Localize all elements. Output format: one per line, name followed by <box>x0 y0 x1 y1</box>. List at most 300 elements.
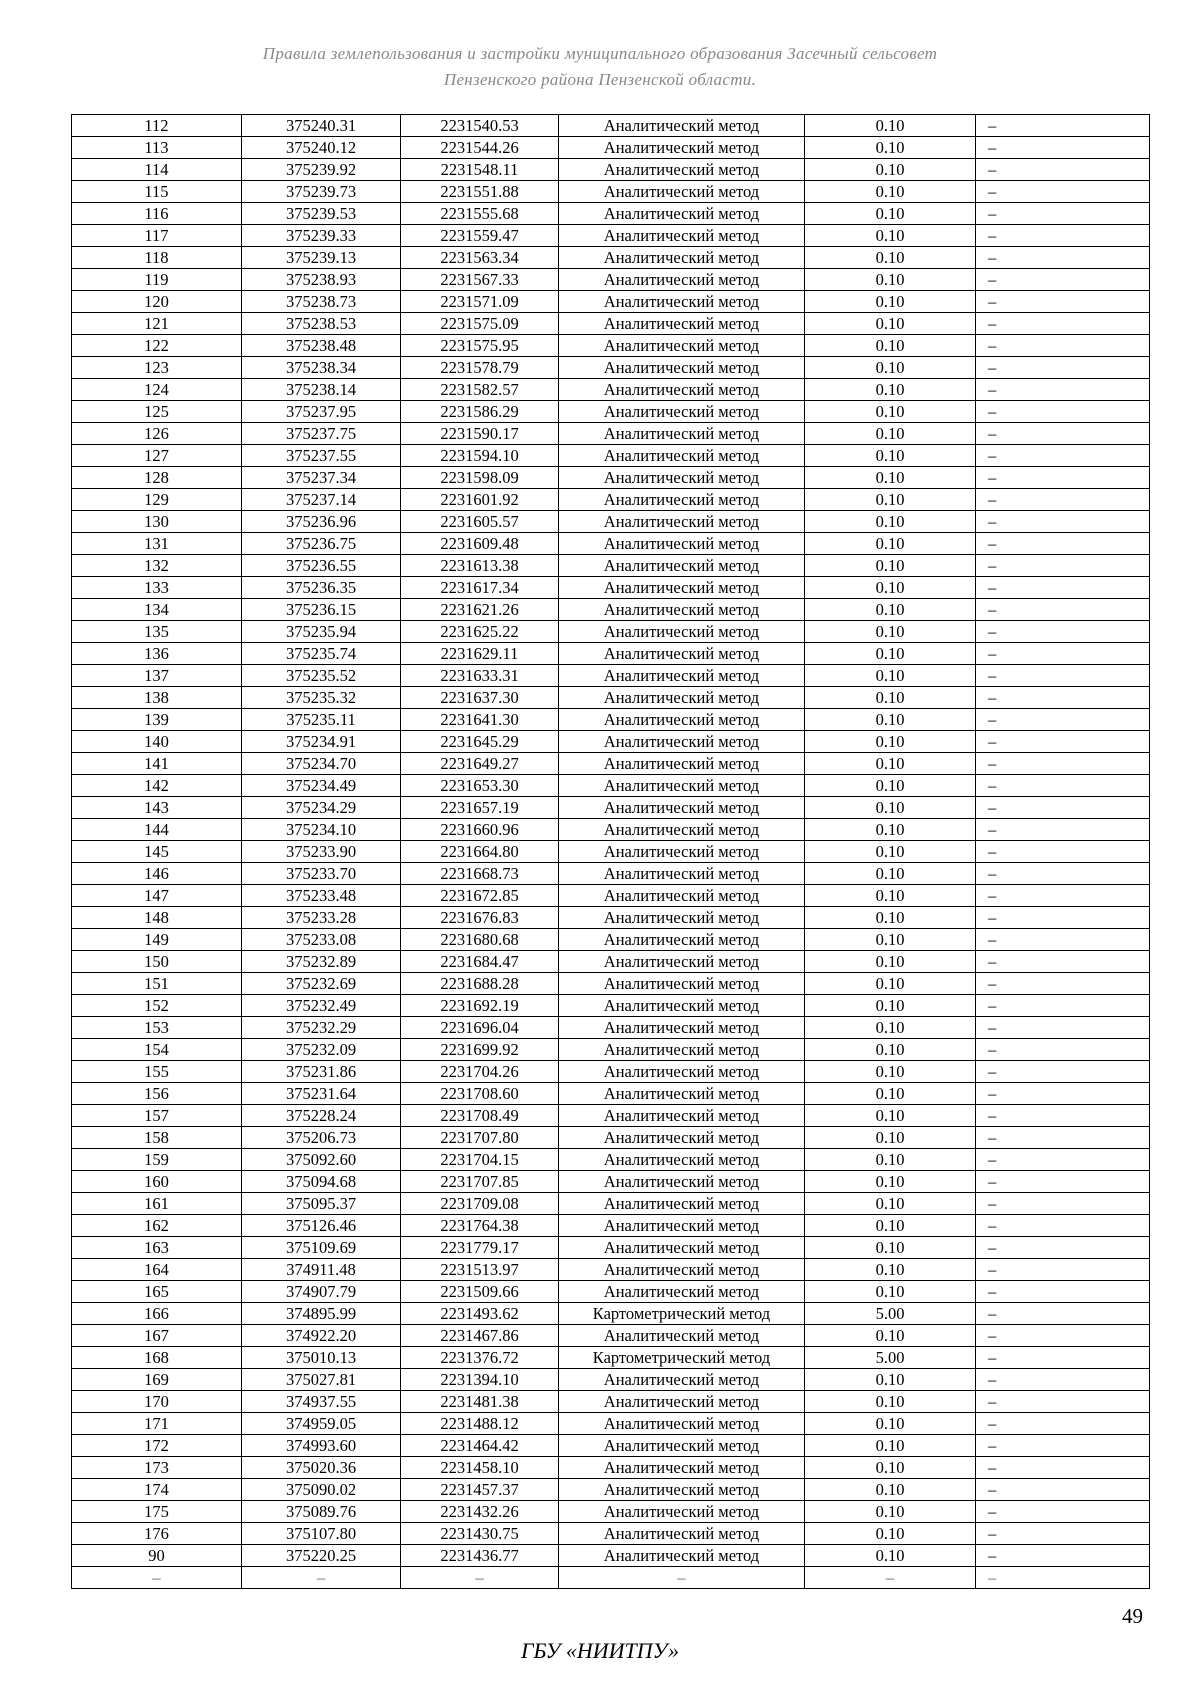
x-coordinate-cell: 375239.13 <box>242 247 401 269</box>
table-row <box>72 1237 1150 1259</box>
x-coordinate-cell: 375010.13 <box>242 1347 401 1369</box>
point-number-cell: 130 <box>72 511 242 533</box>
method-cell: Аналитический метод <box>559 159 805 181</box>
method-cell: Аналитический метод <box>559 1545 805 1567</box>
accuracy-cell: 5.00 <box>805 1347 976 1369</box>
x-coordinate-cell: 375231.64 <box>242 1083 401 1105</box>
x-coordinate-cell: 375235.32 <box>242 687 401 709</box>
point-number-cell: 114 <box>72 159 242 181</box>
table-row <box>72 995 1150 1017</box>
x-coordinate-cell: 375233.90 <box>242 841 401 863</box>
accuracy-cell: 0.10 <box>805 1435 976 1457</box>
y-coordinate-cell: 2231605.57 <box>401 511 559 533</box>
x-coordinate-cell: 374937.55 <box>242 1391 401 1413</box>
x-coordinate-cell: 375236.55 <box>242 555 401 577</box>
note-cell: – <box>976 1039 1150 1061</box>
x-coordinate-cell: 375239.33 <box>242 225 401 247</box>
x-coordinate-cell: 375233.08 <box>242 929 401 951</box>
x-coordinate-cell: 375237.75 <box>242 423 401 445</box>
table-row <box>72 181 1150 203</box>
y-coordinate-cell: 2231660.96 <box>401 819 559 841</box>
method-cell: Аналитический метод <box>559 885 805 907</box>
table-row <box>72 489 1150 511</box>
x-coordinate-cell: 375240.12 <box>242 137 401 159</box>
point-number-cell: 146 <box>72 863 242 885</box>
point-number-cell: 135 <box>72 621 242 643</box>
x-coordinate-cell: 375236.96 <box>242 511 401 533</box>
table-row <box>72 1171 1150 1193</box>
note-cell: – <box>976 1061 1150 1083</box>
note-cell: – <box>976 1171 1150 1193</box>
x-coordinate-cell: 375236.15 <box>242 599 401 621</box>
point-number-cell: 171 <box>72 1413 242 1435</box>
point-number-cell: 128 <box>72 467 242 489</box>
method-cell: Аналитический метод <box>559 1479 805 1501</box>
method-cell: Аналитический метод <box>559 1171 805 1193</box>
method-cell: Аналитический метод <box>559 1413 805 1435</box>
x-coordinate-cell: 375232.09 <box>242 1039 401 1061</box>
y-coordinate-cell: 2231704.15 <box>401 1149 559 1171</box>
table-row <box>72 687 1150 709</box>
y-coordinate-cell: 2231481.38 <box>401 1391 559 1413</box>
y-coordinate-cell: 2231467.86 <box>401 1325 559 1347</box>
table-row <box>72 731 1150 753</box>
table-row <box>72 1457 1150 1479</box>
method-cell: Аналитический метод <box>559 973 805 995</box>
note-cell: – <box>976 1413 1150 1435</box>
note-cell: – <box>976 577 1150 599</box>
note-cell: – <box>976 203 1150 225</box>
point-number-cell: 176 <box>72 1523 242 1545</box>
method-cell: Аналитический метод <box>559 819 805 841</box>
accuracy-cell: 0.10 <box>805 577 976 599</box>
point-number-cell: – <box>72 1567 242 1589</box>
point-number-cell: 158 <box>72 1127 242 1149</box>
x-coordinate-cell: 375238.14 <box>242 379 401 401</box>
accuracy-cell: 0.10 <box>805 445 976 467</box>
method-cell: Картометрический метод <box>559 1347 805 1369</box>
method-cell: Аналитический метод <box>559 1435 805 1457</box>
method-cell: Аналитический метод <box>559 929 805 951</box>
y-coordinate-cell: 2231708.60 <box>401 1083 559 1105</box>
accuracy-cell: 0.10 <box>805 973 976 995</box>
method-cell: Аналитический метод <box>559 335 805 357</box>
accuracy-cell: 0.10 <box>805 951 976 973</box>
point-number-cell: 159 <box>72 1149 242 1171</box>
point-number-cell: 152 <box>72 995 242 1017</box>
accuracy-cell: 0.10 <box>805 819 976 841</box>
point-number-cell: 132 <box>72 555 242 577</box>
method-cell: Аналитический метод <box>559 1193 805 1215</box>
accuracy-cell: – <box>805 1567 976 1589</box>
y-coordinate-cell: 2231680.68 <box>401 929 559 951</box>
accuracy-cell: 0.10 <box>805 665 976 687</box>
y-coordinate-cell: 2231555.68 <box>401 203 559 225</box>
y-coordinate-cell: 2231458.10 <box>401 1457 559 1479</box>
note-cell: – <box>976 1325 1150 1347</box>
table-row <box>72 1325 1150 1347</box>
accuracy-cell: 0.10 <box>805 1105 976 1127</box>
point-number-cell: 172 <box>72 1435 242 1457</box>
note-cell: – <box>976 489 1150 511</box>
y-coordinate-cell: 2231613.38 <box>401 555 559 577</box>
method-cell: Аналитический метод <box>559 357 805 379</box>
y-coordinate-cell: 2231430.75 <box>401 1523 559 1545</box>
table-row <box>72 467 1150 489</box>
accuracy-cell: 0.10 <box>805 621 976 643</box>
note-cell: – <box>976 445 1150 467</box>
x-coordinate-cell: 375090.02 <box>242 1479 401 1501</box>
method-cell: Аналитический метод <box>559 423 805 445</box>
y-coordinate-cell: 2231394.10 <box>401 1369 559 1391</box>
table-row <box>72 555 1150 577</box>
accuracy-cell: 0.10 <box>805 753 976 775</box>
method-cell: Аналитический метод <box>559 599 805 621</box>
method-cell: Аналитический метод <box>559 1281 805 1303</box>
method-cell: Аналитический метод <box>559 313 805 335</box>
x-coordinate-cell: 375109.69 <box>242 1237 401 1259</box>
method-cell: Аналитический метод <box>559 1149 805 1171</box>
point-number-cell: 154 <box>72 1039 242 1061</box>
y-coordinate-cell: 2231575.09 <box>401 313 559 335</box>
point-number-cell: 140 <box>72 731 242 753</box>
x-coordinate-cell: 374993.60 <box>242 1435 401 1457</box>
point-number-cell: 134 <box>72 599 242 621</box>
accuracy-cell: 0.10 <box>805 533 976 555</box>
accuracy-cell: 0.10 <box>805 203 976 225</box>
table-row <box>72 1303 1150 1325</box>
note-cell: – <box>976 115 1150 137</box>
note-cell: – <box>976 1545 1150 1567</box>
point-number-cell: 165 <box>72 1281 242 1303</box>
x-coordinate-cell: 375239.73 <box>242 181 401 203</box>
x-coordinate-cell: 375238.73 <box>242 291 401 313</box>
table-row <box>72 1523 1150 1545</box>
point-number-cell: 151 <box>72 973 242 995</box>
point-number-cell: 153 <box>72 1017 242 1039</box>
y-coordinate-cell: 2231609.48 <box>401 533 559 555</box>
table-row <box>72 269 1150 291</box>
note-cell: – <box>976 225 1150 247</box>
accuracy-cell: 0.10 <box>805 1457 976 1479</box>
method-cell: Аналитический метод <box>559 1127 805 1149</box>
point-number-cell: 136 <box>72 643 242 665</box>
x-coordinate-cell: 375233.70 <box>242 863 401 885</box>
point-number-cell: 173 <box>72 1457 242 1479</box>
note-cell: – <box>976 841 1150 863</box>
point-number-cell: 147 <box>72 885 242 907</box>
x-coordinate-cell: 375237.55 <box>242 445 401 467</box>
table-row <box>72 511 1150 533</box>
point-number-cell: 123 <box>72 357 242 379</box>
point-number-cell: 121 <box>72 313 242 335</box>
accuracy-cell: 0.10 <box>805 247 976 269</box>
x-coordinate-cell: 375231.86 <box>242 1061 401 1083</box>
x-coordinate-cell: 375220.25 <box>242 1545 401 1567</box>
y-coordinate-cell: – <box>401 1567 559 1589</box>
table-row <box>72 1083 1150 1105</box>
x-coordinate-cell: 375238.48 <box>242 335 401 357</box>
x-coordinate-cell: – <box>242 1567 401 1589</box>
y-coordinate-cell: 2231551.88 <box>401 181 559 203</box>
method-cell: Аналитический метод <box>559 1523 805 1545</box>
table-row <box>72 621 1150 643</box>
y-coordinate-cell: 2231488.12 <box>401 1413 559 1435</box>
note-cell: – <box>976 1259 1150 1281</box>
accuracy-cell: 0.10 <box>805 313 976 335</box>
running-header-line-1: Правила землепользования и застройки муниципального образования Засечный сельсовет <box>262 44 938 63</box>
note-cell: – <box>976 1149 1150 1171</box>
x-coordinate-cell: 375238.53 <box>242 313 401 335</box>
x-coordinate-cell: 375232.69 <box>242 973 401 995</box>
y-coordinate-cell: 2231540.53 <box>401 115 559 137</box>
accuracy-cell: 0.10 <box>805 995 976 1017</box>
y-coordinate-cell: 2231578.79 <box>401 357 559 379</box>
y-coordinate-cell: 2231708.49 <box>401 1105 559 1127</box>
note-cell: – <box>976 1237 1150 1259</box>
table-row <box>72 159 1150 181</box>
point-number-cell: 127 <box>72 445 242 467</box>
method-cell: Аналитический метод <box>559 863 805 885</box>
accuracy-cell: 0.10 <box>805 709 976 731</box>
y-coordinate-cell: 2231548.11 <box>401 159 559 181</box>
running-header-line-2: Пензенского района Пензенской области. <box>443 70 757 89</box>
accuracy-cell: 0.10 <box>805 137 976 159</box>
y-coordinate-cell: 2231571.09 <box>401 291 559 313</box>
method-cell: – <box>559 1567 805 1589</box>
accuracy-cell: 0.10 <box>805 489 976 511</box>
x-coordinate-cell: 375235.11 <box>242 709 401 731</box>
method-cell: Аналитический метод <box>559 753 805 775</box>
accuracy-cell: 0.10 <box>805 1039 976 1061</box>
y-coordinate-cell: 2231653.30 <box>401 775 559 797</box>
method-cell: Аналитический метод <box>559 1501 805 1523</box>
x-coordinate-cell: 375232.29 <box>242 1017 401 1039</box>
point-number-cell: 148 <box>72 907 242 929</box>
point-number-cell: 113 <box>72 137 242 159</box>
method-cell: Аналитический метод <box>559 1259 805 1281</box>
point-number-cell: 157 <box>72 1105 242 1127</box>
x-coordinate-cell: 375233.48 <box>242 885 401 907</box>
accuracy-cell: 0.10 <box>805 1501 976 1523</box>
table-row <box>72 1567 1150 1589</box>
method-cell: Аналитический метод <box>559 665 805 687</box>
accuracy-cell: 0.10 <box>805 159 976 181</box>
table-row <box>72 115 1150 137</box>
accuracy-cell: 0.10 <box>805 1391 976 1413</box>
note-cell: – <box>976 313 1150 335</box>
method-cell: Аналитический метод <box>559 1061 805 1083</box>
method-cell: Аналитический метод <box>559 643 805 665</box>
method-cell: Аналитический метод <box>559 797 805 819</box>
y-coordinate-cell: 2231641.30 <box>401 709 559 731</box>
method-cell: Аналитический метод <box>559 1105 805 1127</box>
method-cell: Аналитический метод <box>559 775 805 797</box>
note-cell: – <box>976 621 1150 643</box>
point-number-cell: 120 <box>72 291 242 313</box>
method-cell: Аналитический метод <box>559 1017 805 1039</box>
point-number-cell: 118 <box>72 247 242 269</box>
table-row <box>72 665 1150 687</box>
accuracy-cell: 0.10 <box>805 379 976 401</box>
table-row <box>72 599 1150 621</box>
point-number-cell: 126 <box>72 423 242 445</box>
note-cell: – <box>976 1083 1150 1105</box>
table-row <box>72 709 1150 731</box>
accuracy-cell: 0.10 <box>805 401 976 423</box>
point-number-cell: 117 <box>72 225 242 247</box>
note-cell: – <box>976 819 1150 841</box>
accuracy-cell: 0.10 <box>805 929 976 951</box>
y-coordinate-cell: 2231676.83 <box>401 907 559 929</box>
note-cell: – <box>976 929 1150 951</box>
x-coordinate-cell: 375232.89 <box>242 951 401 973</box>
table-row <box>72 313 1150 335</box>
method-cell: Аналитический метод <box>559 181 805 203</box>
note-cell: – <box>976 1281 1150 1303</box>
note-cell: – <box>976 357 1150 379</box>
table-row <box>72 291 1150 313</box>
y-coordinate-cell: 2231436.77 <box>401 1545 559 1567</box>
accuracy-cell: 0.10 <box>805 1017 976 1039</box>
method-cell: Аналитический метод <box>559 115 805 137</box>
point-number-cell: 162 <box>72 1215 242 1237</box>
accuracy-cell: 0.10 <box>805 1149 976 1171</box>
method-cell: Аналитический метод <box>559 533 805 555</box>
point-number-cell: 167 <box>72 1325 242 1347</box>
method-cell: Аналитический метод <box>559 709 805 731</box>
y-coordinate-cell: 2231601.92 <box>401 489 559 511</box>
method-cell: Аналитический метод <box>559 1237 805 1259</box>
x-coordinate-cell: 375095.37 <box>242 1193 401 1215</box>
point-number-cell: 133 <box>72 577 242 599</box>
method-cell: Аналитический метод <box>559 225 805 247</box>
x-coordinate-cell: 375233.28 <box>242 907 401 929</box>
x-coordinate-cell: 375240.31 <box>242 115 401 137</box>
point-number-cell: 116 <box>72 203 242 225</box>
x-coordinate-cell: 375238.34 <box>242 357 401 379</box>
x-coordinate-cell: 375234.10 <box>242 819 401 841</box>
method-cell: Аналитический метод <box>559 511 805 533</box>
table-row <box>72 643 1150 665</box>
method-cell: Аналитический метод <box>559 379 805 401</box>
table-row <box>72 1215 1150 1237</box>
coordinates-table-body <box>72 115 1150 1589</box>
x-coordinate-cell: 374907.79 <box>242 1281 401 1303</box>
x-coordinate-cell: 375236.75 <box>242 533 401 555</box>
accuracy-cell: 0.10 <box>805 797 976 819</box>
y-coordinate-cell: 2231707.80 <box>401 1127 559 1149</box>
note-cell: – <box>976 1017 1150 1039</box>
accuracy-cell: 0.10 <box>805 555 976 577</box>
note-cell: – <box>976 247 1150 269</box>
point-number-cell: 122 <box>72 335 242 357</box>
table-row <box>72 1281 1150 1303</box>
x-coordinate-cell: 375235.74 <box>242 643 401 665</box>
y-coordinate-cell: 2231575.95 <box>401 335 559 357</box>
note-cell: – <box>976 137 1150 159</box>
accuracy-cell: 0.10 <box>805 357 976 379</box>
method-cell: Аналитический метод <box>559 1457 805 1479</box>
table-row <box>72 1479 1150 1501</box>
table-row <box>72 225 1150 247</box>
method-cell: Аналитический метод <box>559 1391 805 1413</box>
table-row <box>72 1391 1150 1413</box>
x-coordinate-cell: 375206.73 <box>242 1127 401 1149</box>
note-cell: – <box>976 1391 1150 1413</box>
note-cell: – <box>976 775 1150 797</box>
accuracy-cell: 0.10 <box>805 1479 976 1501</box>
point-number-cell: 163 <box>72 1237 242 1259</box>
table-row <box>72 379 1150 401</box>
accuracy-cell: 0.10 <box>805 907 976 929</box>
accuracy-cell: 0.10 <box>805 1369 976 1391</box>
table-row <box>72 1193 1150 1215</box>
accuracy-cell: 0.10 <box>805 115 976 137</box>
table-row <box>72 1435 1150 1457</box>
x-coordinate-cell: 375239.92 <box>242 159 401 181</box>
accuracy-cell: 0.10 <box>805 775 976 797</box>
y-coordinate-cell: 2231684.47 <box>401 951 559 973</box>
note-cell: – <box>976 885 1150 907</box>
note-cell: – <box>976 973 1150 995</box>
method-cell: Аналитический метод <box>559 489 805 511</box>
x-coordinate-cell: 374911.48 <box>242 1259 401 1281</box>
point-number-cell: 150 <box>72 951 242 973</box>
y-coordinate-cell: 2231637.30 <box>401 687 559 709</box>
y-coordinate-cell: 2231563.34 <box>401 247 559 269</box>
method-cell: Аналитический метод <box>559 555 805 577</box>
accuracy-cell: 0.10 <box>805 423 976 445</box>
table-row <box>72 1347 1150 1369</box>
point-number-cell: 139 <box>72 709 242 731</box>
note-cell: – <box>976 181 1150 203</box>
table-row <box>72 1413 1150 1435</box>
y-coordinate-cell: 2231625.22 <box>401 621 559 643</box>
accuracy-cell: 0.10 <box>805 1413 976 1435</box>
x-coordinate-cell: 375234.29 <box>242 797 401 819</box>
method-cell: Аналитический метод <box>559 731 805 753</box>
method-cell: Аналитический метод <box>559 1369 805 1391</box>
table-row <box>72 973 1150 995</box>
note-cell: – <box>976 379 1150 401</box>
note-cell: – <box>976 511 1150 533</box>
y-coordinate-cell: 2231664.80 <box>401 841 559 863</box>
y-coordinate-cell: 2231657.19 <box>401 797 559 819</box>
table-row <box>72 401 1150 423</box>
point-number-cell: 115 <box>72 181 242 203</box>
y-coordinate-cell: 2231513.97 <box>401 1259 559 1281</box>
method-cell: Аналитический метод <box>559 445 805 467</box>
point-number-cell: 161 <box>72 1193 242 1215</box>
note-cell: – <box>976 335 1150 357</box>
accuracy-cell: 0.10 <box>805 511 976 533</box>
x-coordinate-cell: 375235.94 <box>242 621 401 643</box>
y-coordinate-cell: 2231590.17 <box>401 423 559 445</box>
accuracy-cell: 0.10 <box>805 885 976 907</box>
method-cell: Аналитический метод <box>559 291 805 313</box>
table-row <box>72 203 1150 225</box>
y-coordinate-cell: 2231567.33 <box>401 269 559 291</box>
y-coordinate-cell: 2231594.10 <box>401 445 559 467</box>
method-cell: Аналитический метод <box>559 247 805 269</box>
point-number-cell: 175 <box>72 1501 242 1523</box>
table-row <box>72 1369 1150 1391</box>
note-cell: – <box>976 731 1150 753</box>
note-cell: – <box>976 291 1150 313</box>
note-cell: – <box>976 1501 1150 1523</box>
y-coordinate-cell: 2231586.29 <box>401 401 559 423</box>
